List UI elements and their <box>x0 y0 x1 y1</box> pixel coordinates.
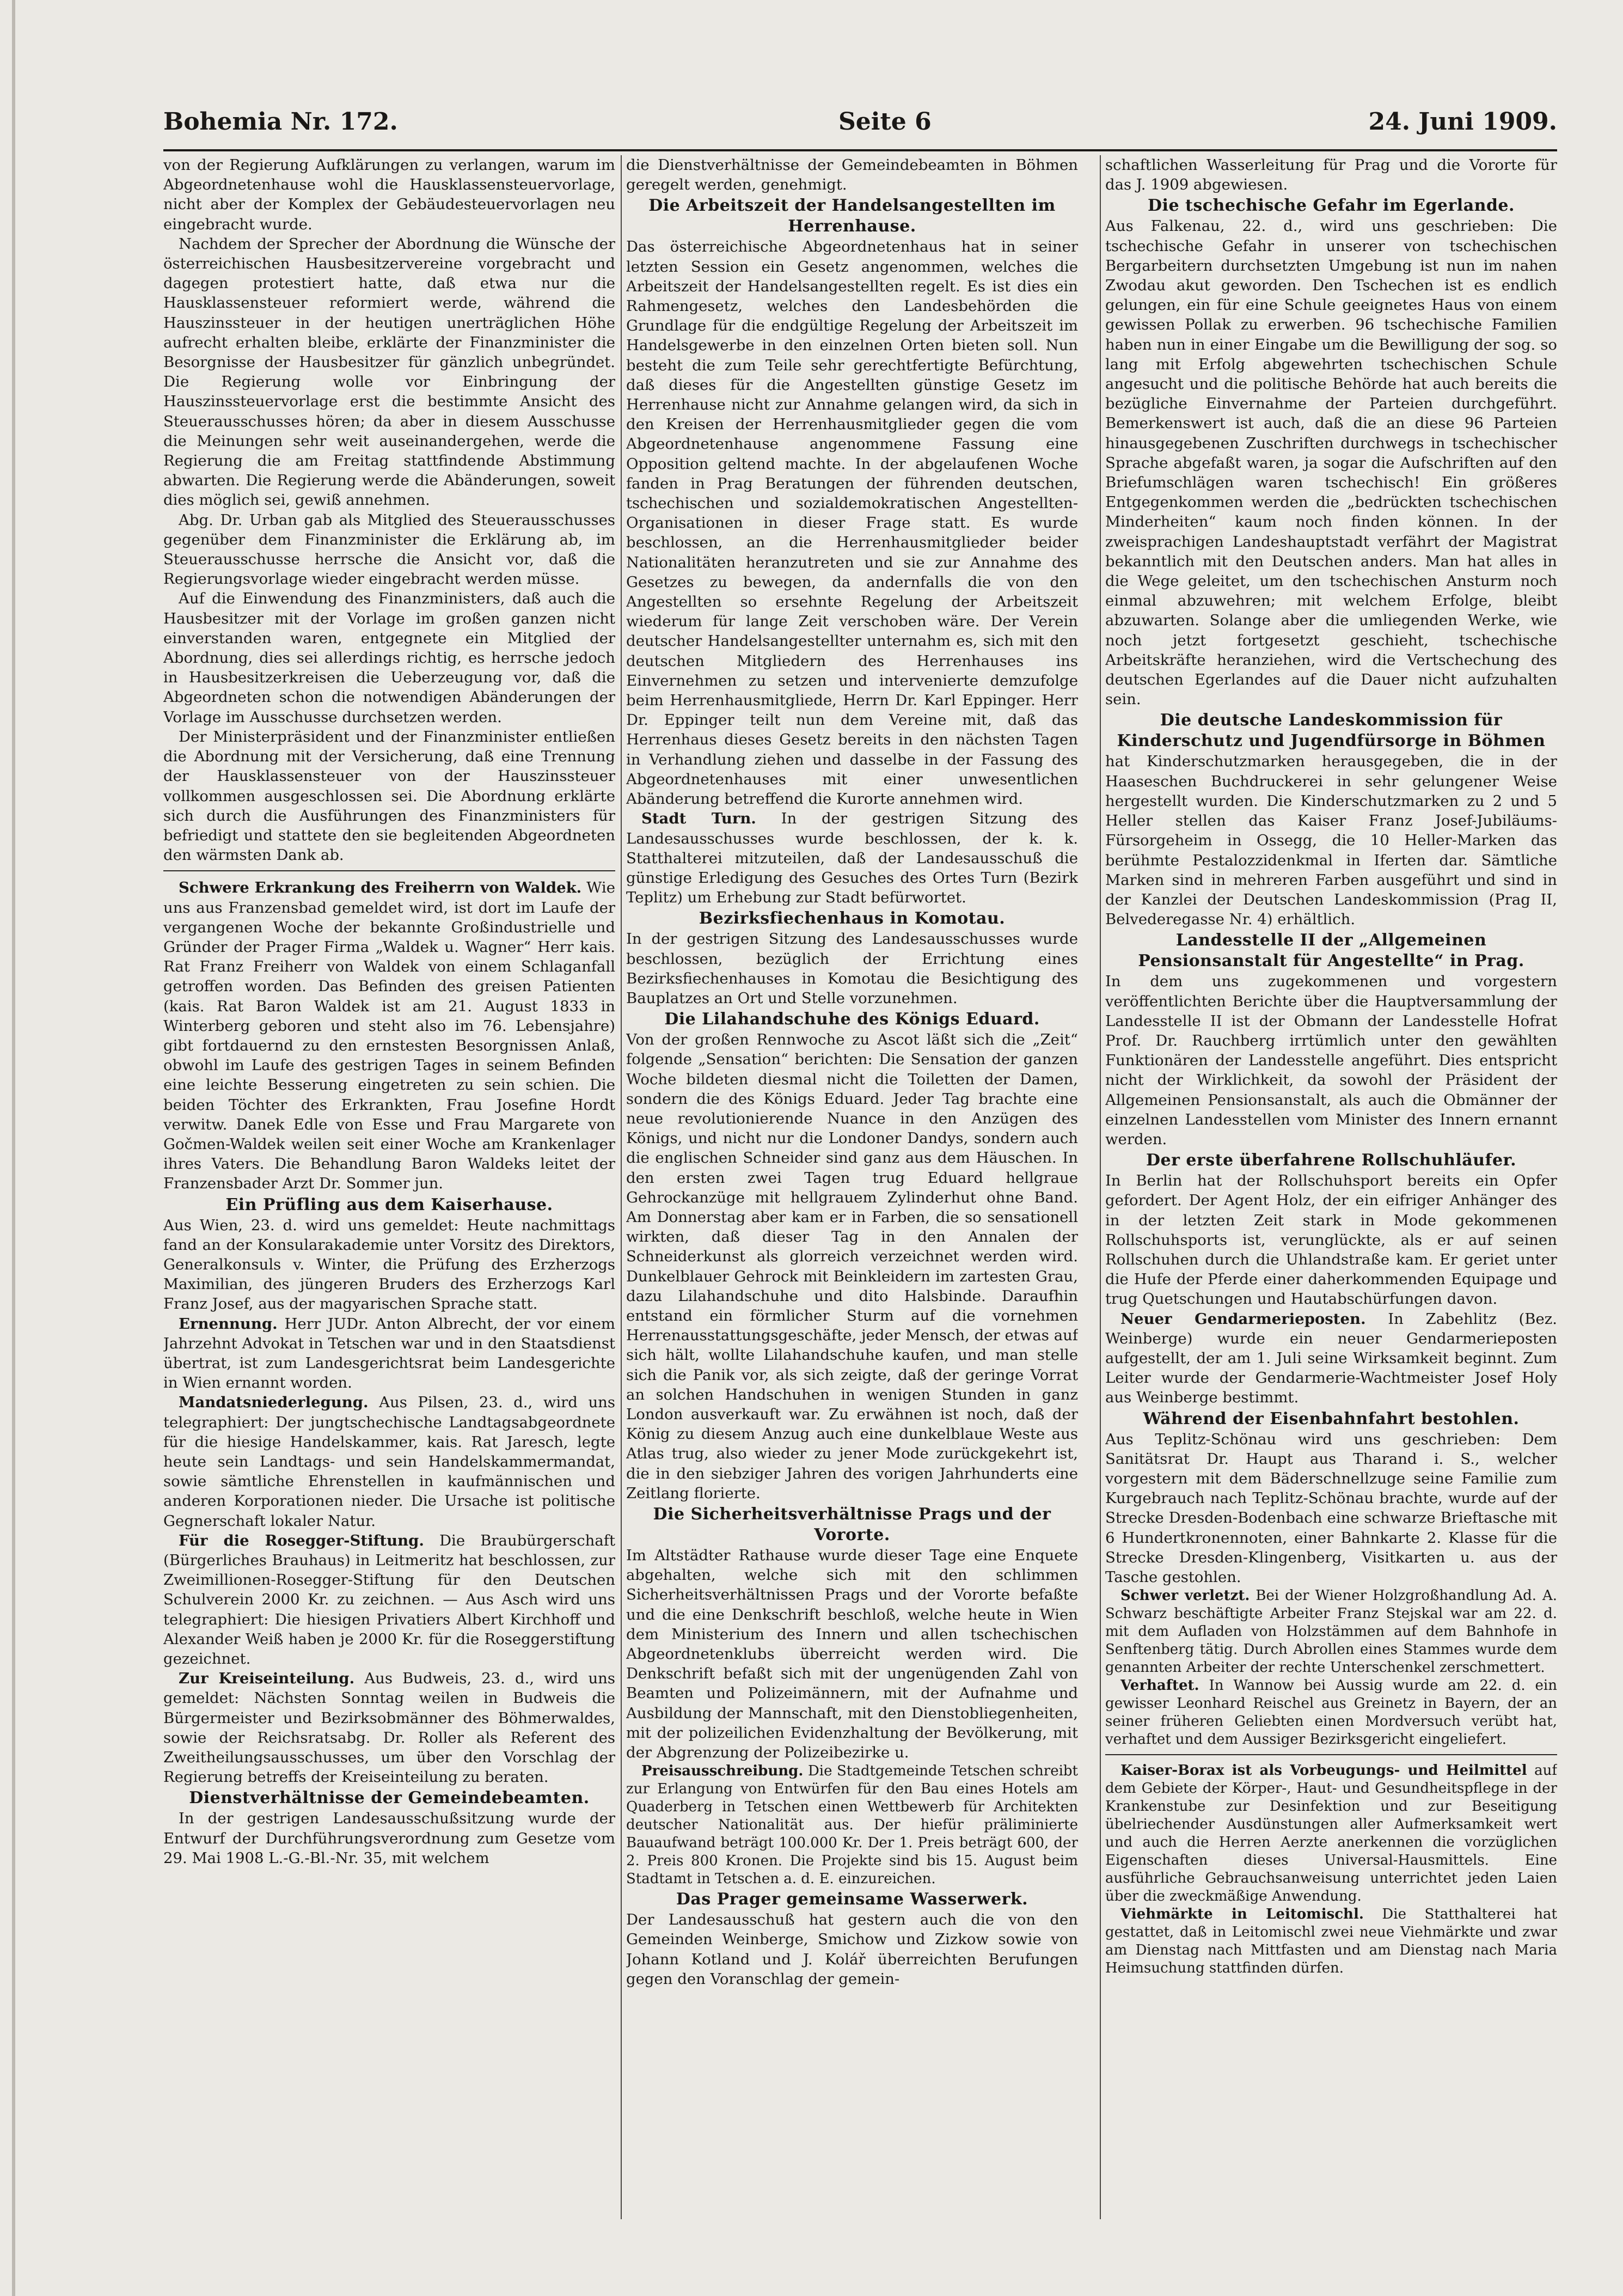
article-lead: Neuer Gendarmerieposten. <box>1120 1310 1366 1328</box>
article-separator <box>1105 1754 1557 1755</box>
article-text: Die Braubürgerschaft (Bürgerliches Brauhaus) in Leitmeritz hat beschlossen, zur Zweimillionen-Rosegger-Stiftung für den Deutschen Schulverein 2000 Kr. zu zeichnen. — Aus Asch wird uns telegraphiert: Die hiesigen Privatiers Albert Kirchhoff und Alexander Weiß haben je 2000 Kr. für die Roseggerstiftung gezeichnet. <box>163 1531 615 1668</box>
article-paragraph <box>626 929 1078 1008</box>
article-paragraph <box>1105 972 1557 1149</box>
article-paragraph <box>163 1216 615 1314</box>
article-text: Nachdem der Sprecher der Abordnung die Wünsche der österreichischen Hausbesitzervereine vorgebracht und dagegen protestiert hatte, daß etwa nur die Hausklassensteuer reformiert werde, während die Hauszinssteuer in der heutigen unerträglichen Höhe aufrecht erhalten bleibe, erklärte der Finanzminister die Besorgnisse der Hausbesitzer für gänzlich unbegründet. Die Regierung wolle vor Einbringung der Hauszinssteuervorlage erst die bestimmte Ansicht des Steuerausschusses hören; da aber in diesem Ausschusse die Meinungen sehr weit auseinandergehen, werde die Regierung die am Freitag stattfindende Abstimmung abwarten. Die Regierung werde die Abänderungen, soweit dies möglich sei, gewiß annehmen. <box>163 235 615 509</box>
article-paragraph <box>163 1393 615 1530</box>
article-paragraph <box>163 1809 615 1868</box>
article-paragraph <box>163 1531 615 1669</box>
article-lead: Ernennung. <box>179 1315 278 1333</box>
article-text: Aus Budweis, 23. d., wird uns gemeldet: Nächsten Sonntag weilen in Budweis die Bürgermeister und Bezirksobmänner des Böhmerwaldes, sowie der Reichsratsabg. Dr. Roller als Referent des Zweitheilungsausschusses, um über den Vorschlag der Regierung betreffs der Kreiseinteilung zu beraten. <box>163 1670 615 1786</box>
article-text: Das österreichische Abgeordnetenhaus hat in seiner letzten Session ein Gesetz angenommen, welches die Arbeitszeit der Handelsangestellten regelt. Es ist dies ein Rahmengesetz, welches den Landesbehörden die Grundlage für die endgültige Regelung der Arbeitszeit im Handelsgewerbe in den einzelnen Orten bieten soll. Nun besteht die zum Teile sehr gerechtfertigte Befürchtung, daß dieses für die Angestellten günstige Gesetz im Herrenhause nicht zur Annahme gelangen wird, da sich in den Kreisen der Herrenhausmitglieder gegen die vom Abgeordnetenhause angenommene Fassung eine Opposition geltend machte. In der abgelaufenen Woche fanden in Prag Beratungen der führenden deutschen, tschechischen und sozialdemokratischen Angestellten-Organisationen in dieser Frage statt. Es wurde beschlossen, an die Herrenhausmitglieder beider Nationalitäten heranzutreten und sie zur Annahme des Gesetzes zu bewegen, da andernfalls die von den Angestellten so ersehnte Regelung der Arbeitszeit wiederum für lange Zeit verschoben wäre. Der Verein deutscher Handelsangestellter unternahm es, sich mit den deutschen Mitgliedern des Herrenhauses ins Einvernehmen zu setzen und intervenierte demzufolge beim Herrenhausmitgliede, Herrn Dr. Karl Eppinger. Herr Dr. Eppinger teilt nun dem Vereine mit, daß das Herrenhaus dieses Gesetz bereits in den nächsten Tagen in Verhandlung ziehen und dasselbe in der Fassung des Abgeordnetenhauses mit einer unwesentlichen Abänderung betreffend die Kurorte annehmen wird. <box>626 238 1078 808</box>
article-paragraph <box>1105 752 1557 929</box>
article-paragraph <box>626 1762 1078 1888</box>
article-text: Wie uns aus Franzensbad gemeldet wird, ist dort im Laufe der vergangenen Woche der bekannte Großindustrielle und Gründer der Prager Firma „Waldek u. Wagner“ Herr kais. Rat Franz Freiherr von Waldek von einem Schlaganfall getroffen worden. Das Befinden des greisen Patienten (kais. Rat Baron Waldek ist am 21. August 1833 in Winterberg geboren und steht also im 76. Lebensjahre) gibt fortdauernd zu den ernstesten Besorgnissen Anlaß, obwohl im Laufe des gestrigen Tages in seinem Befinden eine leichte Besserung eingetreten zu sein schien. Die beiden Töchter des Erkrankten, Frau Josefine Hordt verwitw. Danek Edle von Esse und Frau Margarete von Gočmen-Waldek weilen seit einer Woche am Krankenlager ihres Vaters. Die Behandlung Baron Waldeks leitet der Franzensbader Arzt Dr. Sommer jun. <box>163 879 615 1193</box>
article-paragraph <box>1105 1762 1557 1906</box>
article-paragraph <box>626 809 1078 907</box>
article-text: Von der großen Rennwoche zu Ascot läßt sich die „Zeit“ folgende „Sensation“ berichten: Die Sensation der ganzen Woche bildeten diesmal nicht die Toiletten der Damen, sondern die des Königs Eduard. Jeder Tag brachte eine neue revolutionierende Nuance in den Anzügen des Königs, und nicht nur die Londoner Dandys, sondern auch die englischen Schneider sind ganz aus dem Häuschen. In den ersten zwei Tagen trug Eduard hellgraue Gehrockanzüge mit hellgrauem Zylinderhut ohne Band. Am Donnerstag aber kam er in Farben, die so sensationell wirkten, daß dieser Tag in den Annalen der Schneiderkunst als glorreich verzeichnet werden wird. Dunkelblauer Gehrock mit Beinkleidern im zartesten Grau, dazu Lilahandschuhe und dito Halsbinde. Daraufhin entstand ein förmlicher Sturm auf die vornehmen Herrenausstattungsgeschäfte, jeder Mensch, der etwas auf sich hält, wollte Lilahandschuhe kaufen, und man stelle sich die Panik vor, als sich zeigte, daß der geringe Vorrat an solchen Handschuhen in wenigen Stunden in ganz London ausverkauft war. Zu erwähnen ist noch, daß der König zu diesem Anzug auch eine dunkelblaue Weste aus Atlas trug, also wieder zu jener Mode zurückgekehrt ist, die in den siebziger Jahren des vorigen Jahrhunderts eine Zeitlang florierte. <box>626 1031 1078 1502</box>
article-headline: Die Sicherheitsverhältnisse Prags und der Vororte. <box>653 1505 1051 1544</box>
article-text: Aus Teplitz-Schönau wird uns geschrieben: Dem Sanitätsrat Dr. Haupt aus Tharand i. S., welcher vorgestern mit dem Bäderschnellzuge seine Familie zum Kurgebrauch nach Teplitz-Schönau brachte, wurde auf der Strecke Dresden-Bodenbach eine schwarze Brieftasche mit 6 Hundertkronennoten, einer Bahnkarte 2. Klasse für die Strecke Dresden-Klingenberg, Visitkarten u. aus der Tasche gestohlen. <box>1105 1430 1557 1586</box>
article-text: Die Statthalterei hat gestattet, daß in Leitomischl zwei neue Viehmärkte und zwar am Dienstag nach Mittfasten und am Dienstag nach Maria Heimsuchung stattfinden dürfen. <box>1105 1906 1557 1977</box>
article-text: von der Regierung Aufklärungen zu verlangen, warum im Abgeordnetenhause wohl die Hausklassensteuervorlage, nicht aber der Komplex der Gebäudesteuervorlagen neu eingebracht wurde. <box>163 156 615 233</box>
article-text: schaftlichen Wasserleitung für Prag und die Vororte für das J. 1909 abgewiesen. <box>1105 156 1557 194</box>
article-headline: Landesstelle II der „Allgemeinen Pensionsanstalt für Angestellte“ in Prag. <box>1138 931 1524 971</box>
article-paragraph <box>163 155 615 234</box>
article-text: hat Kinderschutzmarken herausgegeben, die in der Haaseschen Buchdruckerei in sehr gelungener Weise hergestellt wurden. Die Kinderschutzmarken zu 2 und 5 Heller stellen das Kaiser Franz Josef-Jubiläums-Fürsorgeheim in Ossegg, die 10 Heller-Marken das berühmte Pestalozzidenkmal in Iferten dar. Sämtliche Marken sind in mehreren Farben ausgeführt und sind in der Kanzlei der Deutschen Landeskommission (Prag II, Belvederegasse Nr. 4) erhältlich. <box>1105 753 1557 929</box>
article-paragraph <box>1105 1906 1557 1977</box>
article-paragraph <box>163 234 615 510</box>
article-headline: Bezirksfiechenhaus in Komotau. <box>699 909 1006 929</box>
article-headline: Ein Prüfling aus dem Kaiserhause. <box>225 1195 553 1214</box>
article-text: Der Landesausschuß hat gestern auch die von den Gemeinden Weinberge, Smichow und Zizkow sowie von Johann Kotland und J. Kolář überreichten Berufungen gegen den Voranschlag der gemein- <box>626 1911 1078 1988</box>
article-lead: Für die Rosegger-Stiftung. <box>179 1531 424 1549</box>
article-text: Der Ministerpräsident und der Finanzminister entließen die Abordnung mit der Versicherung, daß eine Trennung der Hausklassensteuer von der Hauszinssteuer vollkommen ausgeschlossen sei. Die Abordnung erklärte sich durch die Ausführungen des Finanzministers für befriedigt und stattete den sie begleitenden Abgeordneten den wärmsten Dank ab. <box>163 728 615 864</box>
article-text: Aus Pilsen, 23. d., wird uns telegraphiert: Der jungtschechische Landtagsabgeordnete für die hiesige Handelskammer, kais. Rat Jaresch, legte heute sein Landtags- und sein Handelskammermandat, sowie sämtliche Ehrenstellen in kaufmännischen und anderen Korporationen nieder. Die Ursache ist politische Gegnerschaft lokaler Natur. <box>163 1394 615 1530</box>
article-paragraph <box>163 1669 615 1787</box>
article-lead: Verhaftet. <box>1120 1677 1199 1694</box>
article-text: In der gestrigen Sitzung des Landesausschusses wurde beschlossen, bezüglich der Errichtung eines Bezirksfiechenhauses in Komotau die Besichtigung des Bauplatzes an Ort und Stelle vorzunehmen. <box>626 930 1078 1007</box>
article-text: Aus Wien, 23. d. wird uns gemeldet: Heute nachmittags fand an der Konsularakademie unter Vorsitz des Direktors, Generalkonsuls v. Winter, die Prüfung des Erzherzogs Maximilian, des jüngeren Bruders des Erzherzogs Karl Franz Josef, aus der magyarischen Sprache statt. <box>163 1216 615 1313</box>
article-lead: Preisausschreibung. <box>641 1763 804 1780</box>
article-headline: Die Arbeitszeit der Handelsangestellten im Herrenhause. <box>648 196 1056 236</box>
article-text: In Zabehlitz (Bez. Weinberge) wurde ein neuer Gendarmerieposten aufgestellt, der am 1. Juli seine Wirksamkeit beginnt. Zum Leiter wurde der Gendarmerie-Wachtmeister Josef Holy aus Weinberge bestimmt. <box>1105 1310 1557 1407</box>
article-paragraph <box>626 155 1078 194</box>
article-text: Im Altstädter Rathause wurde dieser Tage eine Enquete abgehalten, welche sich mit den schlimmen Sicherheitsverhältnissen Prags und der Vororte befaßte und die eine Denkschrift beschloß, welche heute in Wien dem Ministerium des Innern und allen tschechischen Abgeordnetenklubs überreicht werden wird. Die Denkschrift befaßt sich mit der ungenügenden Zahl von Beamten und Polizeimännern, mit der Aufnahme und Ausbildung der Mannschaft, mit den Dienstobliegenheiten, mit der polizeilichen Evidenzhaltung der Bevölkerung, mit der Abgrenzung der Polizeibezirke u. <box>626 1547 1078 1762</box>
article-lead: Schwer verletzt. <box>1120 1587 1250 1604</box>
article-lead: Schwere Erkrankung des Freiherrn von Waldek. <box>179 879 582 897</box>
article-text: auf dem Gebiete der Körper-, Haut- und Gesundheitspflege in der Krankenstube zur Desinfektion und zur Beseitigung übelriechender Ausdünstungen aller Aufmerksamkeit wert und auch die Herren Aerzte anerkennen die vorzüglichen Eigenschaften dieses Universal-Hausmittels. Eine ausführliche Gebrauchsanweisung unterrichtet jeden Laien über die zweckmäßige Anwendung. <box>1105 1762 1557 1905</box>
article-text: Bei der Wiener Holzgroßhandlung Ad. A. Schwarz beschäftigte Arbeiter Franz Stejskal war am 22. d. mit dem Aufladen von Holzstämmen auf dem Bahnhofe in Senftenberg tätig. Durch Abrollen eines Stammes wurde dem genannten Arbeiter der rechte Unterschenkel zerschmettert. <box>1105 1587 1557 1676</box>
article-paragraph <box>626 1910 1078 1989</box>
page-edge-shadow <box>12 0 15 2296</box>
article-paragraph <box>626 237 1078 809</box>
article-paragraph <box>626 1546 1078 1762</box>
article-paragraph <box>1105 1587 1557 1677</box>
article-paragraph <box>163 589 615 726</box>
column-3 <box>1105 155 1557 2257</box>
article-text: In der gestrigen Landesausschußsitzung wurde der Entwurf der Durchführungsverordnung zum Gesetze vom 29. Mai 1908 L.-G.-Bl.-Nr. 35, mit welchem <box>163 1810 615 1867</box>
article-paragraph <box>163 878 615 1193</box>
article-headline: Die Lilahandschuhe des Königs Eduard. <box>664 1010 1040 1029</box>
article-text: Abg. Dr. Urban gab als Mitglied des Steuerausschusses gegenüber dem Finanzminister die Erklärung ab, im Steuerausschusse herrsche die Ansicht vor, daß die Regierungsvorlage wieder eingebracht werden müsse. <box>163 511 615 588</box>
article-text: In dem uns zugekommenen und vorgestern veröffentlichten Berichte über die Hauptversammlung der Landesstelle II ist der Obmann der Landesstelle Hofrat Prof. Dr. Rauchberg irrtümlich unter den gewählten Funktionären der Landesstelle angeführt. Dies entspricht nicht der Wirklichkeit, da sowohl der Präsident der Allgemeinen Pensionsanstalt, als auch die Obmänner der einzelnen Landesstellen vom Minister des Innern ernannt werden. <box>1105 973 1557 1148</box>
article-headline: Das Prager gemeinsame Wasserwerk. <box>676 1890 1028 1909</box>
article-headline: Während der Eisenbahnfahrt bestohlen. <box>1143 1409 1520 1428</box>
article-lead: Viehmärkte in Leitomischl. <box>1120 1906 1364 1923</box>
article-separator <box>163 870 615 871</box>
article-paragraph <box>626 1030 1078 1503</box>
article-text: In der gestrigen Sitzung des Landesausschusses wurde beschlossen, der k. k. Statthalterei mitzuteilen, daß der Landesausschuß die günstige Erledigung des Gesuches des Ortes Turn (Bezirk Teplitz) um Erhebung zur Stadt befürwortet. <box>626 810 1078 907</box>
column-1 <box>163 155 615 2257</box>
article-lead: Kaiser-Borax ist als Vorbeugungs- und Heilmittel <box>1120 1762 1527 1779</box>
article-paragraph <box>163 1314 615 1393</box>
article-headline: Der erste überfahrene Rollschuhläufer. <box>1146 1151 1517 1170</box>
header-page-number: Seite 6 <box>838 108 932 136</box>
header-date: 24. Juni 1909. <box>1368 108 1557 136</box>
article-text: Herr JUDr. Anton Albrecht, der vor einem Jahrzehnt Advokat in Tetschen war und in den Staatsdienst übertrat, ist zum Landesgerichtsrat beim Landesgerichte in Wien ernannt worden. <box>163 1315 615 1392</box>
header-issue: Bohemia Nr. 172. <box>163 108 398 136</box>
article-headline: Die tschechische Gefahr im Egerlande. <box>1148 196 1515 216</box>
column-divider-2 <box>1100 155 1101 2219</box>
page-header <box>163 108 1557 146</box>
article-paragraph <box>1105 1430 1557 1587</box>
article-paragraph <box>163 510 615 589</box>
article-headline: Dienstverhältnisse der Gemeindebeamten. <box>189 1788 590 1808</box>
column-divider-1 <box>621 155 622 2219</box>
column-2 <box>626 155 1078 2257</box>
article-text: In Wannow bei Aussig wurde am 22. d. ein gewisser Leonhard Reischel aus Greinetz in Bayern, der an seiner früheren Geliebten einen Mordversuch verübt hat, verhaftet und dem Aussiger Bezirksgericht eingeliefert. <box>1105 1677 1557 1748</box>
article-text: In Berlin hat der Rollschuhsport bereits ein Opfer gefordert. Der Agent Holz, der ein eifriger Anhänger des in der letzten Zeit stark in Mode gekommenen Rollschuhsports ist, verunglückte, als er auf seinen Rollschuhen durch die Uhlandstraße kam. Er geriet unter die Hufe der Pferde einer daherkommenden Equipage und trug Quetschungen und Hautabschürfungen davon. <box>1105 1172 1557 1308</box>
article-paragraph <box>1105 1309 1557 1408</box>
article-text: Auf die Einwendung des Finanzministers, daß auch die Hausbesitzer mit der Vorlage im großen ganzen nicht einverstanden waren, entgegnete ein Mitglied der Abordnung, dies sei allerdings richtig, es herrsche jedoch in Hausbesitzerkreisen die Ueberzeugung vor, daß die Abgeordneten schon die notwendigen Abänderungen der Vorlage im Ausschusse durchsetzen werden. <box>163 590 615 726</box>
article-paragraph <box>1105 1171 1557 1309</box>
article-lead: Zur Kreiseinteilung. <box>179 1670 355 1688</box>
article-lead: Stadt Turn. <box>641 810 756 828</box>
header-rule <box>163 149 1557 151</box>
article-text: Die Stadtgemeinde Tetschen schreibt zur Erlangung von Entwürfen für den Bau eines Hotels am Quaderberg in Tetschen einen Wettbewerb für Architekten deutscher Nationalität aus. Der hiefür präliminierte Bauaufwand beträgt 100.000 Kr. Der 1. Preis beträgt 600, der 2. Preis 800 Kronen. Die Projekte sind bis 15. August beim Stadtamt in Tetschen a. d. E. einzureichen. <box>626 1763 1078 1888</box>
article-paragraph <box>1105 155 1557 194</box>
article-paragraph <box>1105 1677 1557 1749</box>
article-text: die Dienstverhältnisse der Gemeindebeamten in Böhmen geregelt werden, genehmigt. <box>626 156 1078 194</box>
article-headline: Die deutsche Landeskommission für Kinderschutz und Jugendfürsorge in Böhmen <box>1117 711 1546 751</box>
article-text: Aus Falkenau, 22. d., wird uns geschrieben: Die tschechische Gefahr in unserer von tschechischen Bergarbeitern durchsetzten Umgebung ist nun im nahen Zwodau akut geworden. Den Tschechen ist es endlich gelungen, ein für eine Schule geeignetes Haus von einem gewissen Pollak zu erwerben. 96 tschechische Familien haben nun in einer Eingabe um die Bewilligung der sog. so lang mit Erfolg abgewehrten tschechischen Schule angesucht und die politische Behörde hat auch bereits die bezügliche Einvernahme der Parteien durchgeführt. Bemerkenswert ist auch, daß die an diese 96 Parteien hinausgegebenen Zuschriften durchwegs in tschechischer Sprache abgefaßt waren, ja sogar die Aufschriften auf den Briefumschlägen waren tschechisch! Ein größeres Entgegenkommen werden die „bedrückten tschechischen Minderheiten“ kaum noch finden können. In der zweisprachigen Landeshauptstadt verfährt der Magistrat bekanntlich mit den Deutschen anders. Man hat alles in die Wege geleitet, um den tschechischen Ansturm noch einmal abzuwehren; mit welchem Erfolge, bleibt abzuwarten. Solange aber die umliegenden Werke, wie noch jetzt fortgesetzt geschieht, tschechische Arbeitskräfte heranziehen, wird die Vertschechung des deutschen Egerlandes auf die Dauer nicht aufzuhalten sein. <box>1105 217 1557 709</box>
article-lead: Mandatsniederlegung. <box>179 1394 369 1412</box>
article-paragraph <box>1105 216 1557 709</box>
article-paragraph <box>163 727 615 865</box>
